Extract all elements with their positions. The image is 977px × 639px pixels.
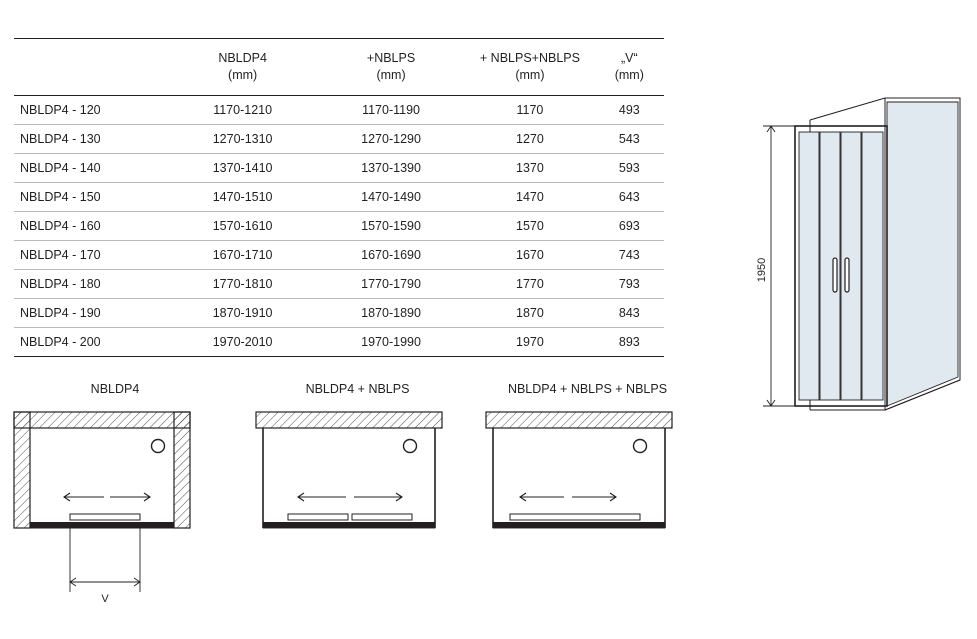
cell-nbldp4: 1670-1710 — [212, 248, 273, 262]
column-header-model — [14, 39, 168, 96]
cell-nblps-nblps: 1870 — [516, 306, 544, 320]
table-row — [14, 212, 664, 241]
table-row — [14, 328, 664, 357]
door-panel-3 — [841, 132, 861, 400]
door-handle-left — [833, 258, 837, 292]
cell-model: NBLDP4 - 130 — [20, 132, 101, 146]
cell-nblps: 1170-1190 — [362, 103, 421, 117]
door-panel-1 — [799, 132, 819, 400]
column-header-nblps-nblps-unit: (mm) — [515, 68, 545, 82]
table-row — [14, 270, 664, 299]
table-row — [14, 241, 664, 270]
cell-nbldp4: 1870-1910 — [212, 306, 273, 320]
cell-v: 493 — [618, 103, 640, 117]
dimension-label-height: 1950 — [756, 257, 768, 283]
cell-model: NBLDP4 - 200 — [20, 335, 101, 349]
table-header — [14, 39, 664, 96]
plan-drawing-nbldp4 — [10, 406, 210, 626]
cell-nblps: 1670-1690 — [361, 248, 421, 262]
cell-nbldp4: 1470-1510 — [212, 190, 273, 204]
plan-caption-nbldp4-nblps-nblps: NBLDP4 + NBLPS + NBLPS — [507, 382, 668, 396]
plan-caption-nbldp4-nblps: NBLDP4 + NBLPS — [305, 382, 410, 396]
plan-diagram-nbldp4-nblps-nblps — [480, 382, 695, 556]
cell-v: 693 — [618, 219, 640, 233]
cell-nblps-nblps: 1770 — [516, 277, 544, 291]
cell-nblps-nblps: 1570 — [516, 219, 544, 233]
table-header-row — [14, 39, 664, 96]
table-row — [14, 96, 664, 125]
cell-nbldp4: 1170-1210 — [213, 103, 273, 117]
cell-nblps: 1970-1990 — [361, 335, 421, 349]
column-header-nblps-unit: (mm) — [376, 68, 406, 82]
shower-door-3d — [735, 80, 970, 450]
cell-nblps-nblps: 1970 — [516, 335, 544, 349]
table-row — [14, 125, 664, 154]
cell-model: NBLDP4 - 190 — [20, 306, 101, 320]
cell-nblps-nblps: 1270 — [516, 132, 544, 146]
column-header-nbldp4-unit: (mm) — [228, 68, 258, 82]
column-header-nblps-nblps — [465, 39, 594, 96]
cell-model: NBLDP4 - 170 — [20, 248, 101, 262]
cell-nbldp4: 1370-1410 — [212, 161, 273, 175]
plan-caption-nbldp4: NBLDP4 — [90, 382, 140, 396]
cell-model: NBLDP4 - 180 — [20, 277, 101, 291]
cell-v: 893 — [618, 335, 640, 349]
plan-diagram-nbldp4-nblps — [250, 382, 465, 556]
specification-table — [14, 38, 664, 357]
cell-nbldp4: 1270-1310 — [212, 132, 273, 146]
column-header-nblps-nblps-title: + NBLPS+NBLPS — [479, 51, 580, 66]
table-row — [14, 299, 664, 328]
cell-nbldp4: 1770-1810 — [212, 277, 273, 291]
door-handle-right — [845, 258, 849, 292]
elevation-drawing — [735, 80, 970, 450]
column-header-nbldp4 — [168, 39, 316, 96]
table-body — [14, 96, 664, 357]
cell-nblps-nblps: 1370 — [516, 161, 544, 175]
table-row — [14, 183, 664, 212]
column-header-v-title: „V“ — [620, 51, 638, 66]
column-header-v-unit: (mm) — [614, 68, 644, 82]
column-header-v — [595, 39, 664, 96]
cell-nblps: 1770-1790 — [361, 277, 421, 291]
plan-diagram-nbldp4 — [10, 382, 220, 626]
cell-v: 643 — [618, 190, 640, 204]
cell-v: 793 — [618, 277, 640, 291]
column-header-nblps — [317, 39, 465, 96]
table-row — [14, 154, 664, 183]
cell-model: NBLDP4 - 160 — [20, 219, 101, 233]
column-header-nbldp4-title: NBLDP4 — [218, 51, 267, 66]
cell-nblps: 1570-1590 — [361, 219, 421, 233]
column-header-nblps-title: +NBLPS — [366, 51, 416, 66]
cell-nbldp4: 1570-1610 — [212, 219, 273, 233]
cell-v: 843 — [618, 306, 640, 320]
cell-nblps-nblps: 1670 — [516, 248, 544, 262]
cell-nblps: 1870-1890 — [361, 306, 421, 320]
cell-nblps-nblps: 1470 — [516, 190, 544, 204]
dimension-label-v: V — [101, 593, 109, 605]
cell-v: 593 — [618, 161, 640, 175]
cell-nblps-nblps: 1170 — [516, 103, 544, 117]
cell-v: 743 — [618, 248, 640, 262]
cell-nblps: 1370-1390 — [361, 161, 421, 175]
cell-nbldp4: 1970-2010 — [212, 335, 273, 349]
cell-nblps: 1470-1490 — [361, 190, 421, 204]
cell-nblps: 1270-1290 — [361, 132, 421, 146]
cell-model: NBLDP4 - 120 — [20, 103, 101, 117]
plan-drawing-nbldp4-nblps — [250, 406, 455, 556]
cell-model: NBLDP4 - 140 — [20, 161, 101, 175]
cell-v: 543 — [618, 132, 640, 146]
cell-model: NBLDP4 - 150 — [20, 190, 101, 204]
plan-drawing-nbldp4-nblps-nblps — [480, 406, 685, 556]
door-panel-4 — [862, 132, 883, 400]
